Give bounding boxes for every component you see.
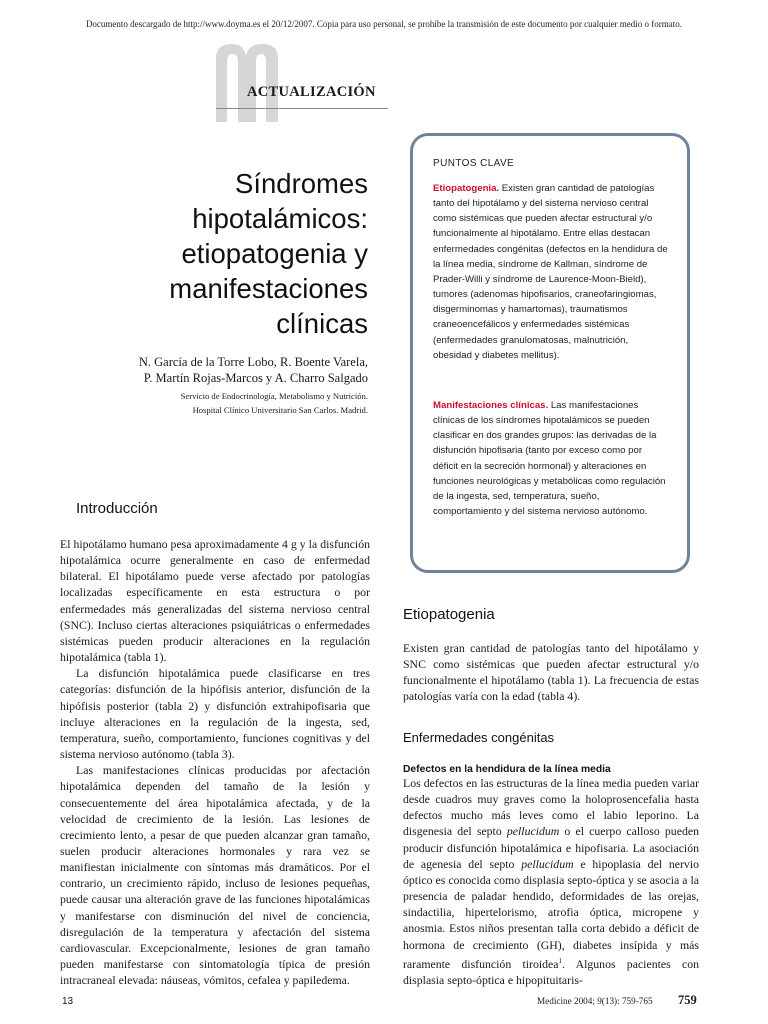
title-line: manifestaciones <box>169 273 368 304</box>
intro-paragraph: El hipotálamo humano pesa aproximadamente 4 g y la disfunción hipotalámica ocurre generalmente en caso de enfermedad bilateral. El hipotálamo puede verse afectado por patologías localizadas específicamente en esta estructura o por enfermedades más generalizadas del sistema nervioso central (SNC). Incluso ciertas alteraciones psiquiátricas o enfermedades sistémicas pueden producir alteraciones en la regulación hipotalámica (tabla 1). <box>60 537 370 665</box>
footer-section-number: 13 <box>62 996 74 1007</box>
key-points-title: PUNTOS CLAVE <box>433 158 515 169</box>
title-line: hipotalámicos: <box>192 203 368 234</box>
affiliation-line: Servicio de Endocrinología, Metabolismo y Nutrición. <box>180 391 368 401</box>
text-run: Los defectos en las estructuras de la línea media pueden variar desde cuadros muy graves como la holoprosencefalia hasta defectos mucho más leves como el labio leporino. La disgenesia del septo <box>403 776 699 839</box>
affiliation <box>60 389 368 417</box>
intro-paragraph: La disfunción hipotalámica puede clasificarse en tres categorías: disfunción de la hipófisis anterior, disfunción de la hipófisis posterior (tabla 2) y disfunción extrahipofisaria que incluye alteraciones en la regulación de la ingesta, sed, temperatura, sueño, comportamiento, funciones cognitivas y del sistema nervioso autónomo (tabla 3). <box>60 666 370 762</box>
text-run: . Algunos pacientes con displasia septo-óptica e hipopituitaris- <box>403 956 699 987</box>
article-title <box>60 166 368 341</box>
reference-marker: 1 <box>558 956 563 965</box>
authors-line: N. García de la Torre Lobo, R. Boente Varela, <box>138 355 368 369</box>
etiopatogenia-paragraph: Existen gran cantidad de patologías tanto del hipotálamo y SNC como sistémicas que pueden afectar estructural y/o funcionalmente el hipotálamo (tabla 1). La frecuencia de estas patologías varía con la edad (tabla 4). <box>403 641 699 704</box>
congenitas-subheading: Defectos en la hendidura de la línea media <box>403 764 611 775</box>
text-run: o el cuerpo calloso pueden producir disfunción hipotalámica e hipofisaria. La asociación de agenesia del septo <box>403 824 699 871</box>
key-point-text: Existen gran cantidad de patologías tanto del hipotálamo y del sistema nervioso central como sistémicas que pueden afectar estructural y/o funcionalmente al hipotálamo. Entre ellas destacan enfermedades congénitas (defectos en la hendidura de la línea media, síndrome de Kallman, síndrome de Prader-Willi y síndrome de Laurence-Moon-Bield), tumores (adenomas hipofisarios, craneofaringiomas, disgerminomas y hamartomas), traumatismos craneoencefálicos y enfermedades sistémicas (enfermedades granulomatosas, malnutrición, obesidad y diabetes mellitus). <box>433 183 668 361</box>
affiliation-line: Hospital Clínico Universitario San Carlos. Madrid. <box>192 405 368 415</box>
section-label: ACTUALIZACIÓN <box>247 84 376 100</box>
medicine-logo-icon <box>216 40 284 122</box>
title-line: Síndromes <box>235 168 368 199</box>
key-point-label: Manifestaciones clínicas. <box>433 400 549 411</box>
key-point-etiopatogenia <box>433 181 669 363</box>
key-point-text: Las manifestaciones clínicas de los síndromes hipotalámicos se pueden clasificar en dos grandes grupos: las derivadas de la disfunción hipofisaria (tanto por exceso como por déficit en la secreción hormonal) y alteraciones en funciones neurológicas y metabólicas como regulación de la ingesta, sed, temperatura, sueño, comportamiento y del sistema nervioso autónomo. <box>433 400 666 518</box>
congenitas-heading: Enfermedades congénitas <box>403 730 555 745</box>
section-rule <box>216 108 388 109</box>
intro-heading: Introducción <box>76 500 158 517</box>
title-line: etiopatogenia y <box>181 238 368 269</box>
etiopatogenia-body <box>403 640 699 705</box>
intro-paragraph: Las manifestaciones clínicas producidas por afectación hipotalámica dependen del tamaño de la lesión y consecuentemente del área hipotalámica afectada, y de la velocidad de crecimiento de la lesión. Las lesiones de crecimiento lento, a pesar de que pueden alcanzar gran tamaño, suelen producir alteraciones hormonales y rara vez se manifiestan inicialmente con síntomas más dramáticos. Por el contrario, un crecimiento rápido, incluso de lesiones pequeñas, puede causar una alteración grave de las funciones hipotalámicas y manifestarse con disminución del nivel de conciencia, disregulación de la temperatura y afectación del sistema cardiovascular. Excepcionalmente, lesiones de gran tamaño pueden manifestarse con sintomatología típica de presión intracraneal elevada: náuseas, vómitos, cefalea y papiledema. <box>60 763 370 988</box>
text-run-italic: pellucidum <box>506 824 560 839</box>
congenitas-paragraph <box>403 775 699 988</box>
etiopatogenia-heading: Etiopatogenia <box>403 606 495 623</box>
title-line: clínicas <box>276 308 368 339</box>
congenitas-body <box>403 775 699 988</box>
download-disclaimer: Documento descargado de http://www.doyma.es el 20/12/2007. Copia para uso personal, se prohíbe la transmisión de este documento por cualquier medio o formato. <box>85 19 683 29</box>
footer-page-number: 759 <box>678 993 697 1007</box>
authors-line: P. Martín Rojas-Marcos y A. Charro Salgado <box>143 371 368 385</box>
key-point-label: Etiopatogenia. <box>433 183 500 194</box>
key-point-manifestaciones <box>433 398 669 519</box>
text-run-italic: pellucidum <box>521 856 574 871</box>
intro-body <box>60 536 370 988</box>
footer-journal-citation: Medicine 2004; 9(13): 759-765 <box>537 996 653 1006</box>
text-run: e hipoplasia del nervio óptico es conocida como displasia septo-óptica y se asocia a la presencia de paladar hendido, deformidades de las orejas, sindactilia, hipertelorismo, atrofia óptica, micropene y anosmia. Estos niños presentan talla corta debido a déficit de hormona de crecimiento (GH), diabetes insípida y más raramente disfunción tiroidea <box>403 856 700 971</box>
authors <box>60 354 368 386</box>
